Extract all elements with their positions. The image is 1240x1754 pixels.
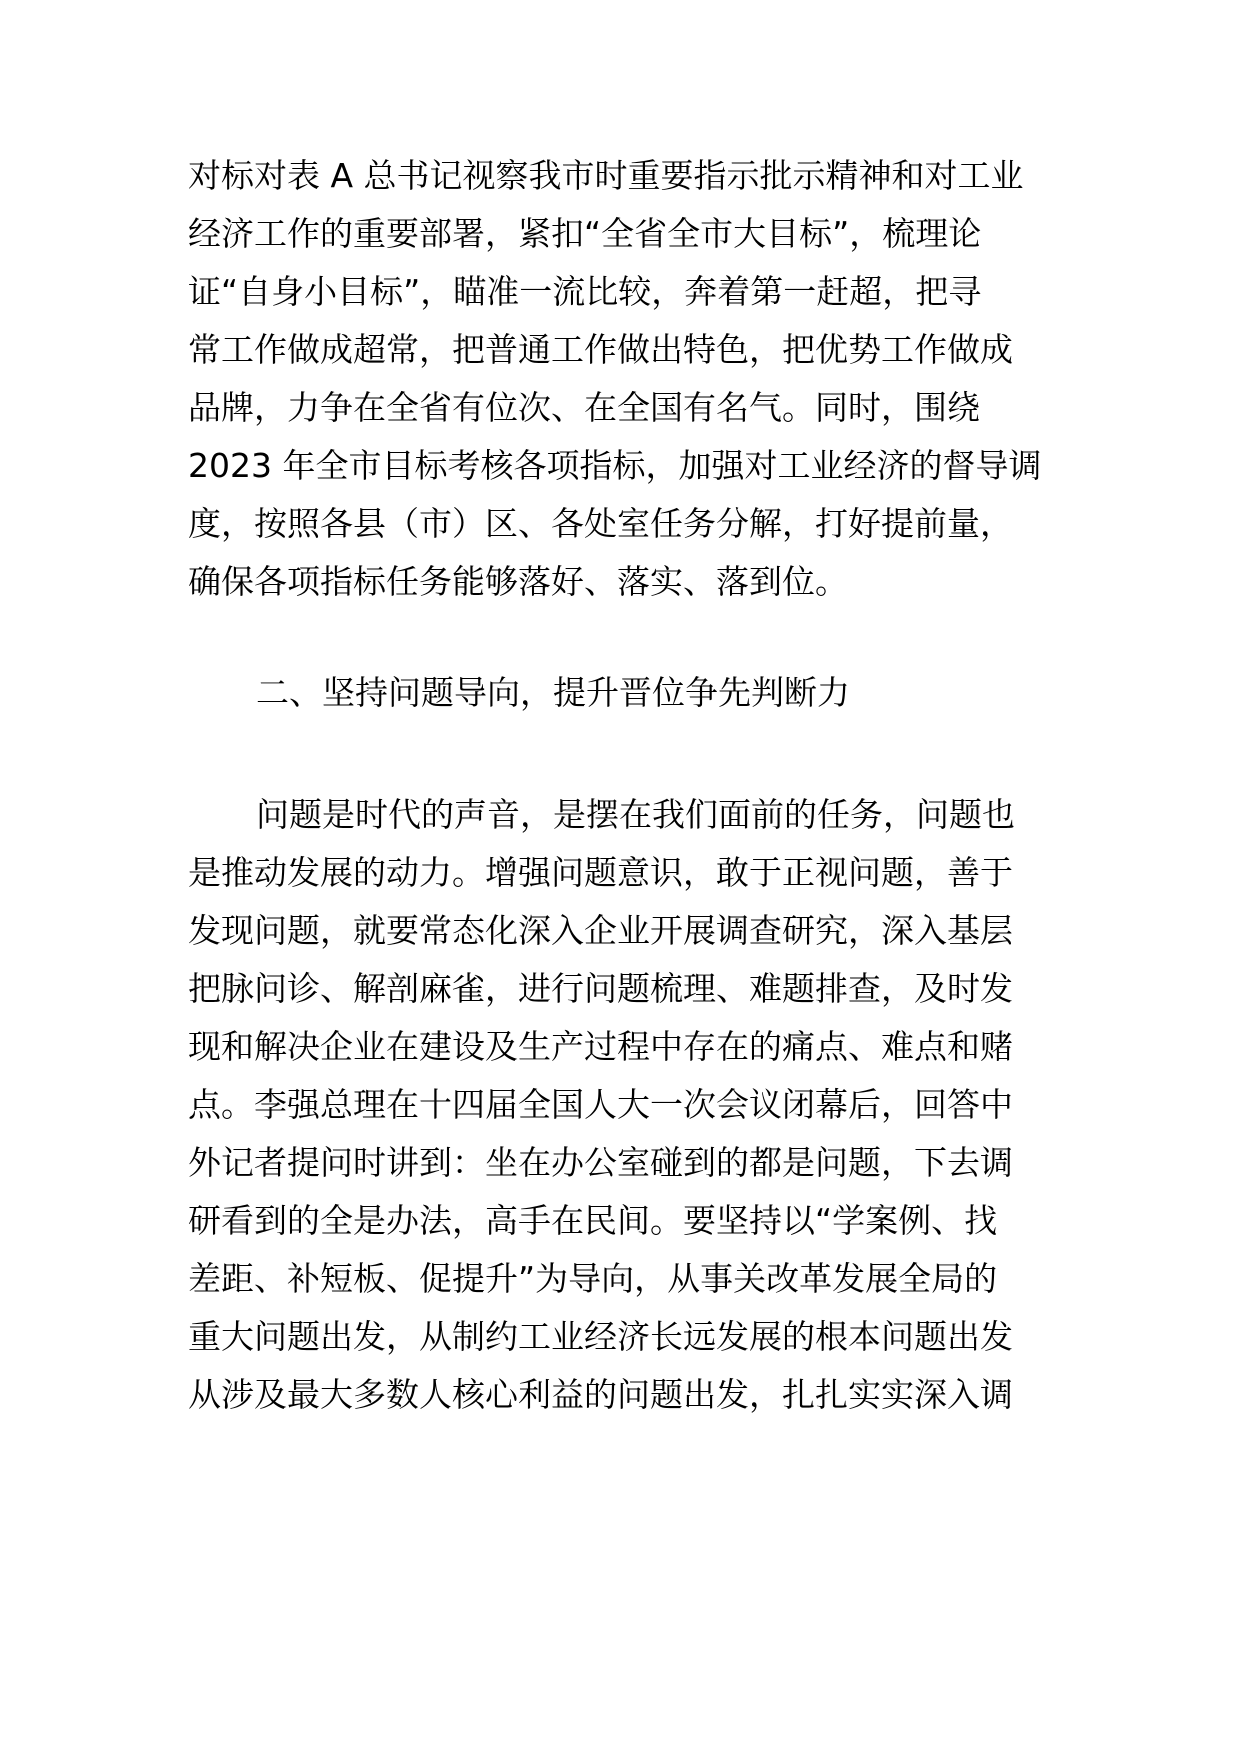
paragraph-line: 常工作做成超常，把普通工作做出特色，把优势工作做成 [188,330,1013,369]
paragraph-line: 对标对表 A 总书记视察我市时重要指示批示精神和对工业 [188,156,1024,195]
paragraph-line: 问题是时代的声音，是摆在我们面前的任务，问题也 [256,795,1015,834]
paragraph-line: 从涉及最大多数人核心利益的问题出发，扎扎实实深入调 [188,1375,1013,1414]
paragraph-line: 度，按照各县（市）区、各处室任务分解，打好提前量， [188,504,1013,543]
paragraph-line: 研看到的全是办法，高手在民间。要坚持以“学案例、找 [188,1201,998,1240]
paragraph-line: 2023 年全市目标考核各项指标，加强对工业经济的督导调 [188,446,1042,485]
paragraph-line: 品牌，力争在全省有位次、在全国有名气。同时，围绕 [188,388,980,427]
paragraph-line: 把脉问诊、解剖麻雀，进行问题梳理、难题排查，及时发 [188,969,1013,1008]
paragraph-line: 发现问题，就要常态化深入企业开展调查研究，深入基层 [188,911,1013,950]
section-heading: 二、坚持问题导向，提升晋位争先判断力 [256,673,850,712]
paragraph-line: 经济工作的重要部署，紧扣“全省全市大目标”，梳理论 [188,214,982,253]
paragraph-line: 外记者提问时讲到：坐在办公室碰到的都是问题，下去调 [188,1143,1013,1182]
paragraph-line: 确保各项指标任务能够落好、落实、落到位。 [188,562,848,601]
paragraph-line: 现和解决企业在建设及生产过程中存在的痛点、难点和赌 [188,1027,1013,1066]
paragraph-line: 重大问题出发，从制约工业经济长远发展的根本问题出发 [188,1317,1013,1356]
paragraph-line: 证“自身小目标”，瞄准一流比较，奔着第一赶超，把寻 [188,272,982,311]
paragraph-line: 点。李强总理在十四届全国人大一次会议闭幕后，回答中 [188,1085,1013,1124]
paragraph-line: 差距、补短板、促提升”为导向，从事关改革发展全局的 [188,1259,998,1298]
paragraph-line: 是推动发展的动力。增强问题意识，敢于正视问题，善于 [188,853,1013,892]
